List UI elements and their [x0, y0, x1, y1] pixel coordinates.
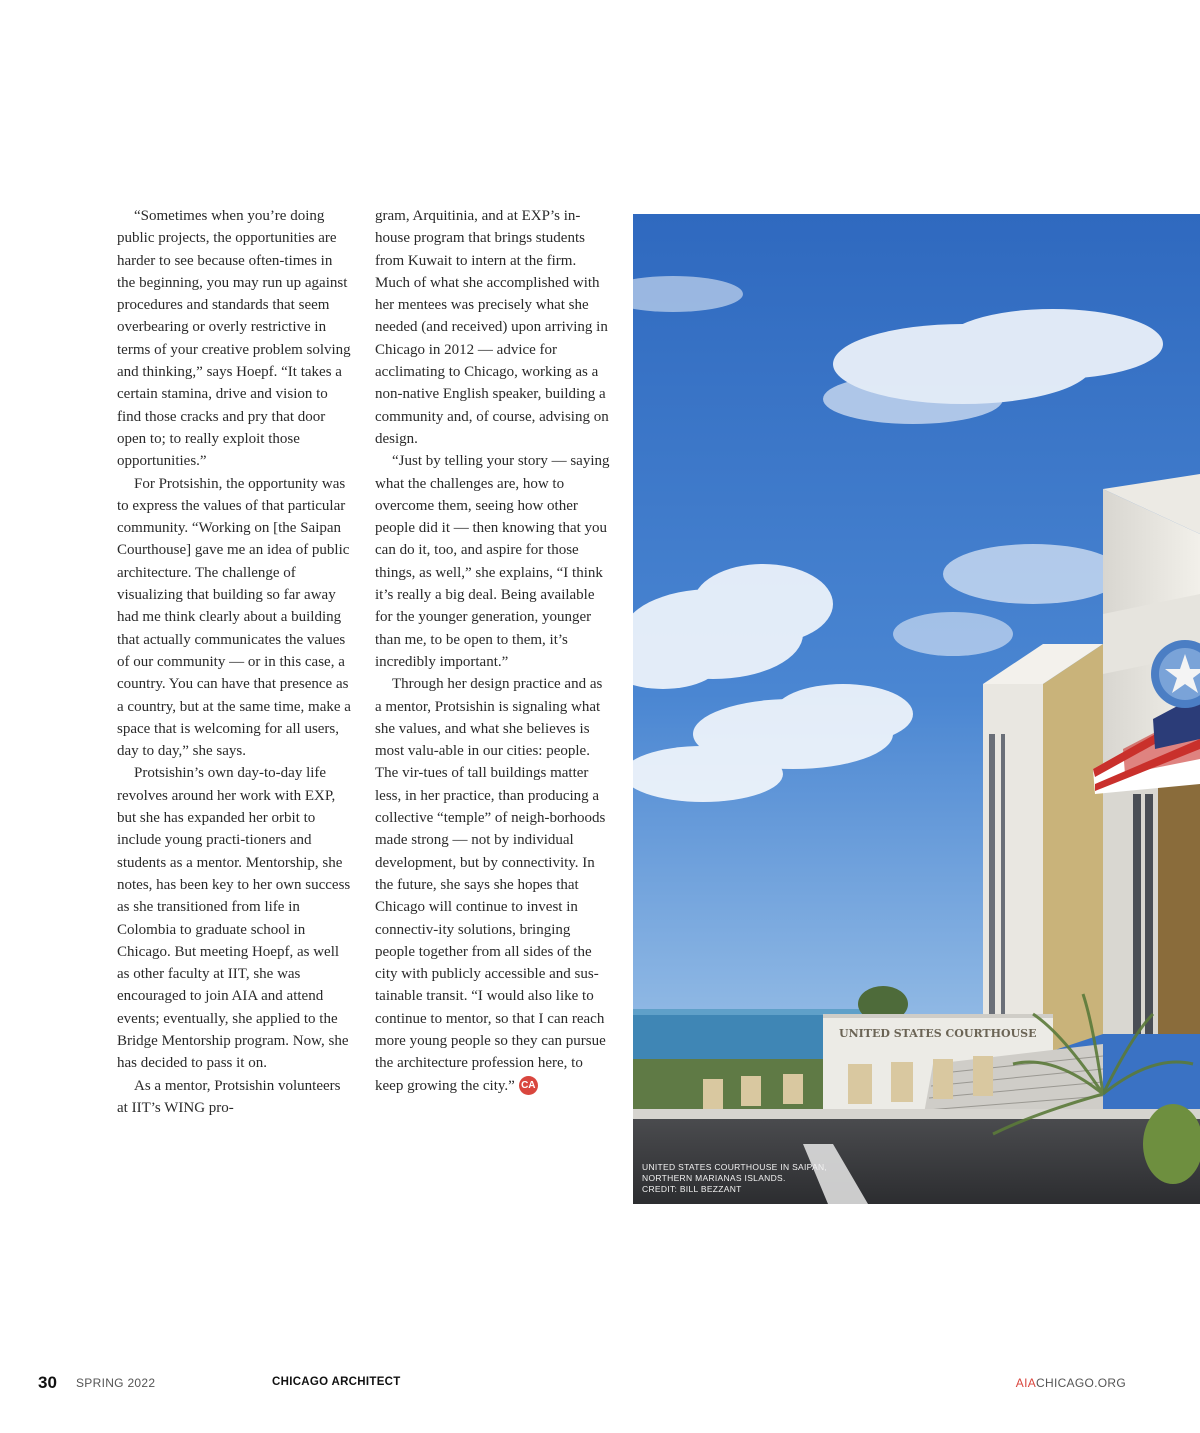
caption-line: UNITED STATES COURTHOUSE IN SAIPAN, — [642, 1162, 828, 1172]
caption-line: CREDIT: BILL BEZZANT — [642, 1184, 742, 1194]
end-mark-icon: CA — [519, 1076, 538, 1095]
courthouse-sign: UNITED STATES COURTHOUSE — [839, 1027, 1037, 1040]
paragraph: As a mentor, Protsishin volunteers at IIT’s WING pro- — [117, 1077, 341, 1116]
site-rest: CHICAGO.ORG — [1036, 1376, 1126, 1390]
photo-caption — [642, 1162, 882, 1195]
paragraph: Protsishin’s own day-to-day life revolves around her work with EXP, but she has expanded her orbit to include young practi-tioners and students as a mentor. Mentorship, she notes, has been key to her own success as she transitioned from life in Colombia to graduate school in Chicago. But meeting Hoepf, as well as other faculty at IIT, she was encouraged to join AIA and attend events; eventually, she applied to the Bridge Mentorship program. Now, she has decided to pass it on. — [117, 765, 351, 1072]
paragraph: gram, Arquitinia, and at EXP’s in-house program that brings students from Kuwait to intern at the firm. Much of what she accomplished with her mentees was precisely what she needed (and received) upon arriving in Chicago in 2012 — advice for acclimating to Chicago, working as a non-native English speaker, building a community and, of course, advising on design. — [375, 208, 609, 447]
article-column-2 — [375, 205, 611, 1097]
paragraph: “Just by telling your story — saying what the challenges are, how to overcome them, seeing how other people did it — then knowing that you can do it, too, and aspire for those things, as well,” she explains, “I think it’s really a big deal. Being available for the younger generation, younger than me, to be open to them, it’s incredibly important.” — [375, 453, 610, 670]
article-column-1 — [117, 205, 353, 1119]
paragraph: “Sometimes when you’re doing public projects, the opportunities are harder to see because often-times in the beginning, you may run up against procedures and standards that seem overbearing or overly restrictive in terms of your creative problem solving and thinking,” says Hoepf. “It takes a certain stamina, drive and vision to find those cracks and pry that door open to; to really exploit those opportunities.” — [117, 208, 351, 470]
paragraph-text: Through her design practice and as a mentor, Protsishin is signaling what she values, and what she believes is most valu-able in our cities: people. The vir-tues of tall buildings matter less, in her practice, than producing a collective “temple” of neigh-borhoods made strong — not by individual development, but by connectivity. In the future, she says she hopes that Chicago will continue to invest in connectiv-ity solutions, bringing people together from all sides of the city with publicly accessible and sus-tainable transit. “I would also like to continue to mentor, so that I can reach more young people so they can pursue the architecture profession here, to keep growing the city.” — [375, 676, 606, 1094]
paragraph: For Protsishin, the opportunity was to express the values of that particular community. “Working on [the Saipan Courthouse] gave me an idea of public architecture. The challenge of visualizing that building so far away had me think clearly about a building that actually communicates the values of our community — or in this case, a country. You can have that presence as a country, but at the same time, make a space that is welcoming for all users, day to day,” she says. — [117, 475, 351, 760]
website-link[interactable] — [1016, 1376, 1126, 1390]
caption-line: NORTHERN MARIANAS ISLANDS. — [642, 1173, 786, 1183]
page-number: 30 — [38, 1373, 57, 1392]
courthouse-photo — [633, 214, 1200, 1204]
site-prefix: AIA — [1015, 1376, 1037, 1390]
issue-label: SPRING 2022 — [76, 1376, 156, 1390]
paragraph — [375, 673, 611, 1097]
magazine-name: CHICAGO ARCHITECT — [272, 1376, 401, 1388]
